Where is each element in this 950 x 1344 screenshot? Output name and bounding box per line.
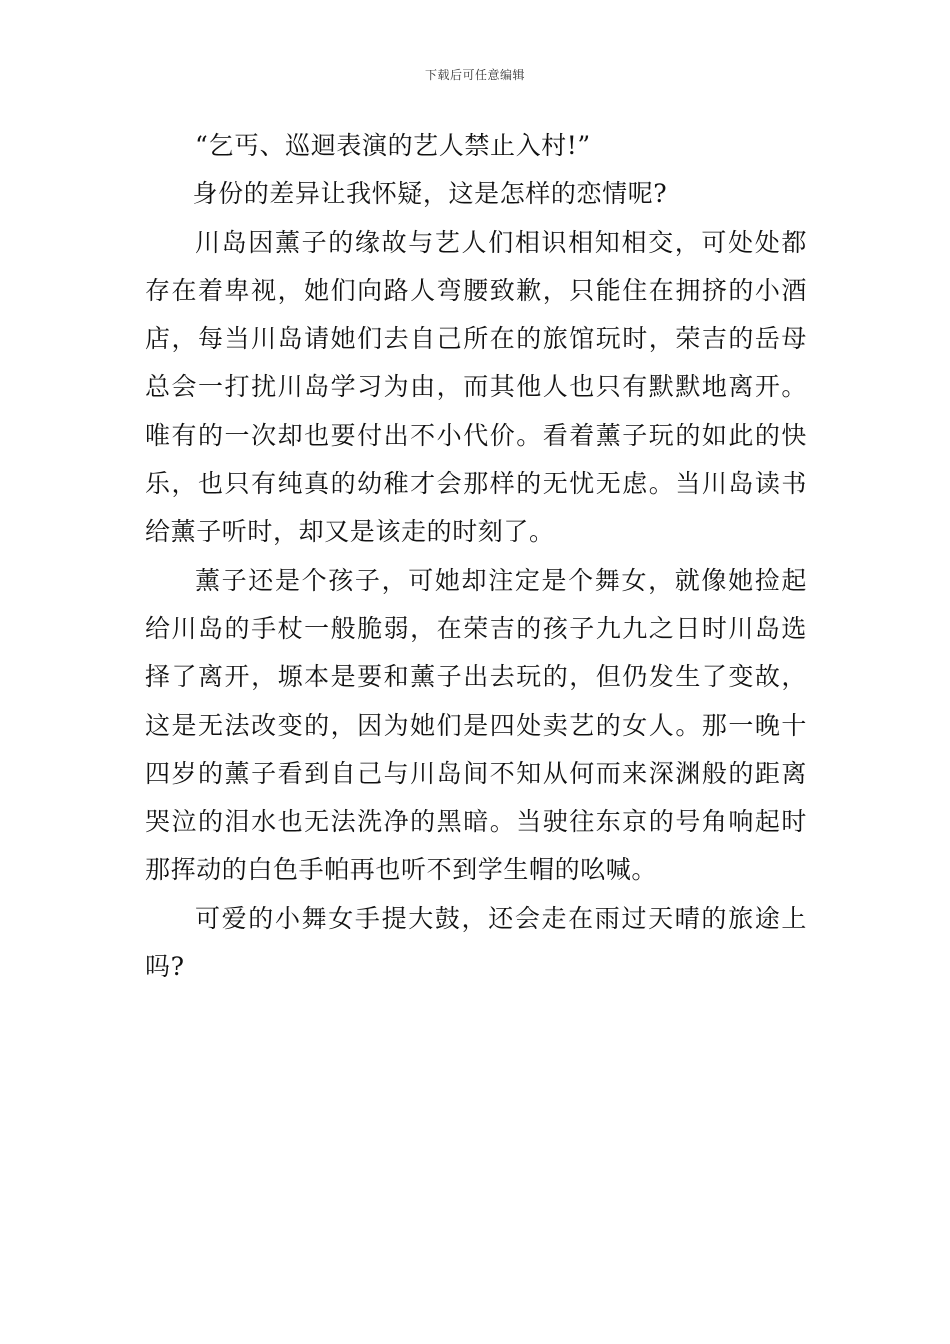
- paragraph-closing: 可爱的小舞女手提大鼓，还会走在雨过天晴的旅途上吗?: [145, 903, 807, 982]
- paragraph-question: 身份的差异让我怀疑，这是怎样的恋情呢?: [192, 179, 668, 209]
- paragraph-quote: “乞丐、巡迴表演的艺人禁止入村!”: [195, 131, 591, 160]
- paragraph-departure: 薰子还是个孩子，可她却注定是个舞女，就像她捡起给川岛的手杖一般脆弱，在荣吉的孩子九九之日时川岛选择了离开，塬本是要和薰子出去玩的，但仍发生了变故，这是无法改变的，因为她们是四处卖艺的女人。那一晚十四岁的薰子看到自己与川岛间不知从何而来深渊般的距离哭泣的泪水也无法洗净的黑暗。当驶往东京的号角响起时那挥动的白色手帕再也听不到学生帽的吆喊。: [145, 565, 807, 885]
- page-header: 下载后可任意编辑: [424, 68, 525, 82]
- document-body: [145, 122, 807, 991]
- paragraph-acquaintance: 川岛因薰子的缘故与艺人们相识相知相交，可处处都存在着卑视，她们向路人弯腰致歉，只能住在拥挤的小酒店，每当川岛请她们去自己所在的旅馆玩时，荣吉的岳母总会一打扰川岛学习为由，而其他人也只有默默地离开。唯有的一次却也要付出不小代价。看着薰子玩的如此的快乐，也只有纯真的幼稚才会那样的无忧无虑。当川岛读书给薰子听时，却又是该走的时刻了。: [145, 227, 807, 547]
